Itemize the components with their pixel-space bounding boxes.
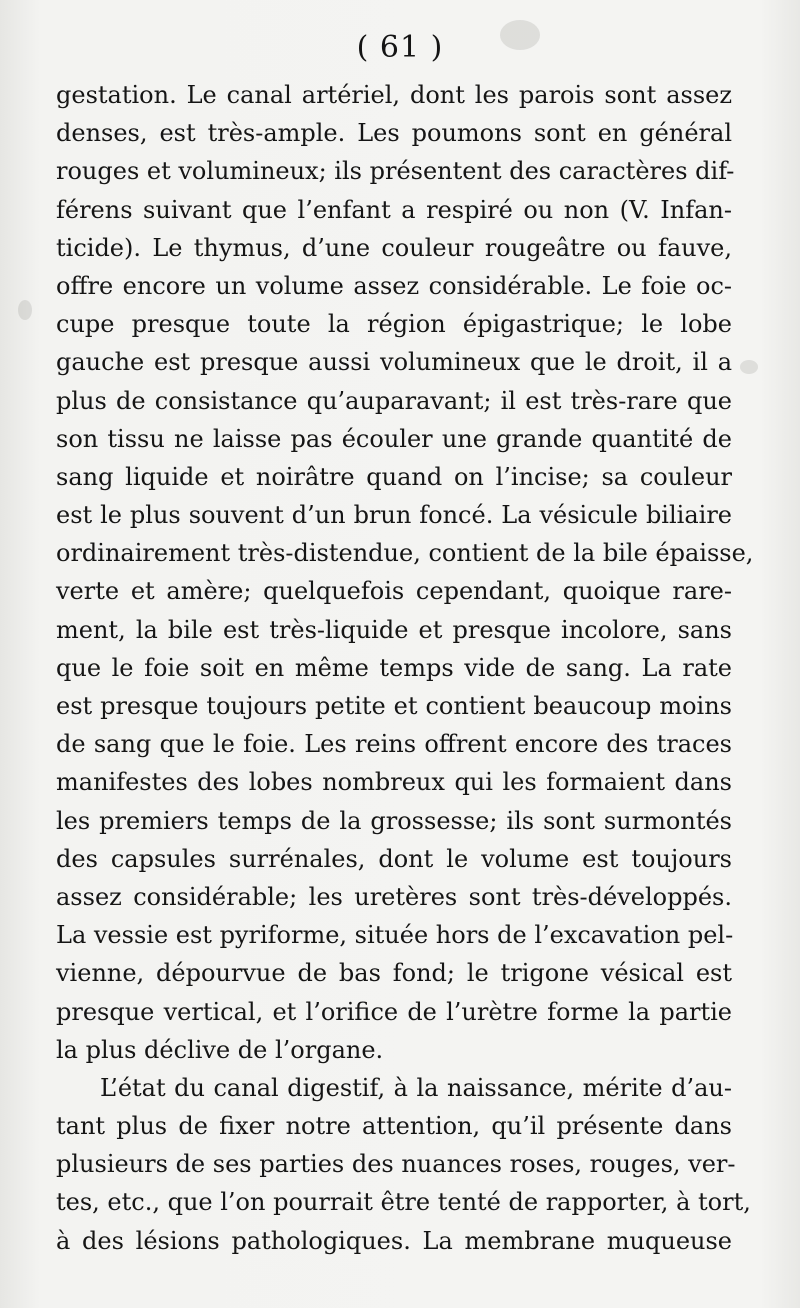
text-line: verte et amère; quelquefois cependant, quoique rare-	[56, 577, 732, 606]
text-line: manifestes des lobes nombreux qui les formaient dans	[56, 768, 732, 797]
text-line: tant plus de fixer notre attention, qu’il présente dans	[56, 1112, 732, 1141]
paper-stain	[18, 300, 32, 320]
body-text	[56, 76, 754, 1260]
text-line: gauche est presque aussi volumineux que le droit, il a	[56, 348, 732, 377]
text-line: de sang que le foie. Les reins offrent encore des traces	[56, 730, 732, 759]
text-line: à des lésions pathologiques. La membrane muqueuse	[56, 1226, 732, 1255]
text-line: est le plus souvent d’un brun foncé. La vésicule biliaire	[56, 501, 732, 530]
text-line: est presque toujours petite et contient beaucoup moins	[56, 692, 732, 720]
text-line: La vessie est pyriforme, située hors de l’excavation pel-	[56, 921, 734, 950]
page-number: ( 61 )	[356, 30, 444, 65]
text-line: gestation. Le canal artériel, dont les parois sont assez	[56, 81, 732, 109]
text-line: son tissu ne laisse pas écouler une grande quantité de	[56, 424, 732, 453]
text-line: ordinairement très-distendue, contient de la bile épaisse,	[56, 539, 754, 568]
text-line: sang liquide et noirâtre quand on l’incise; sa couleur	[56, 462, 732, 491]
text-line: offre encore un volume assez considérable. Le foie oc-	[56, 271, 732, 300]
text-line-paragraph-end: la plus déclive de l’organe.	[56, 1035, 384, 1064]
text-line: assez considérable; les uretères sont très-développés.	[56, 882, 732, 911]
text-line: que le foie soit en même temps vide de sang. La rate	[56, 653, 732, 682]
text-line: ticide). Le thymus, d’une couleur rougeâtre ou fauve,	[56, 233, 732, 262]
text-line: presque vertical, et l’orifice de l’urètre forme la partie	[56, 997, 732, 1026]
text-line: des capsules surrénales, dont le volume est toujours	[56, 844, 732, 873]
text-line-paragraph-start: L’état du canal digestif, à la naissance, mérite d’au-	[100, 1073, 732, 1102]
text-line: tes, etc., que l’on pourrait être tenté de rapporter, à tort,	[56, 1188, 751, 1217]
text-line: vienne, dépourvue de bas fond; le trigone vésical est	[56, 959, 732, 988]
text-line: denses, est très-ample. Les poumons sont en général	[56, 119, 732, 148]
text-line: cupe presque toute la région épigastrique; le lobe	[56, 310, 732, 339]
paper-stain	[740, 360, 758, 374]
text-line: les premiers temps de la grossesse; ils sont surmontés	[56, 806, 732, 835]
text-line: férens suivant que l’enfant a respiré ou non (V. Infan-	[56, 195, 732, 224]
text-line: ment, la bile est très-liquide et presque incolore, sans	[56, 615, 732, 644]
text-line: rouges et volumineux; ils présentent des caractères dif-	[56, 157, 735, 186]
text-line: plusieurs de ses parties des nuances roses, rouges, ver-	[56, 1150, 736, 1179]
text-line: plus de consistance qu’auparavant; il est très-rare que	[56, 386, 732, 415]
